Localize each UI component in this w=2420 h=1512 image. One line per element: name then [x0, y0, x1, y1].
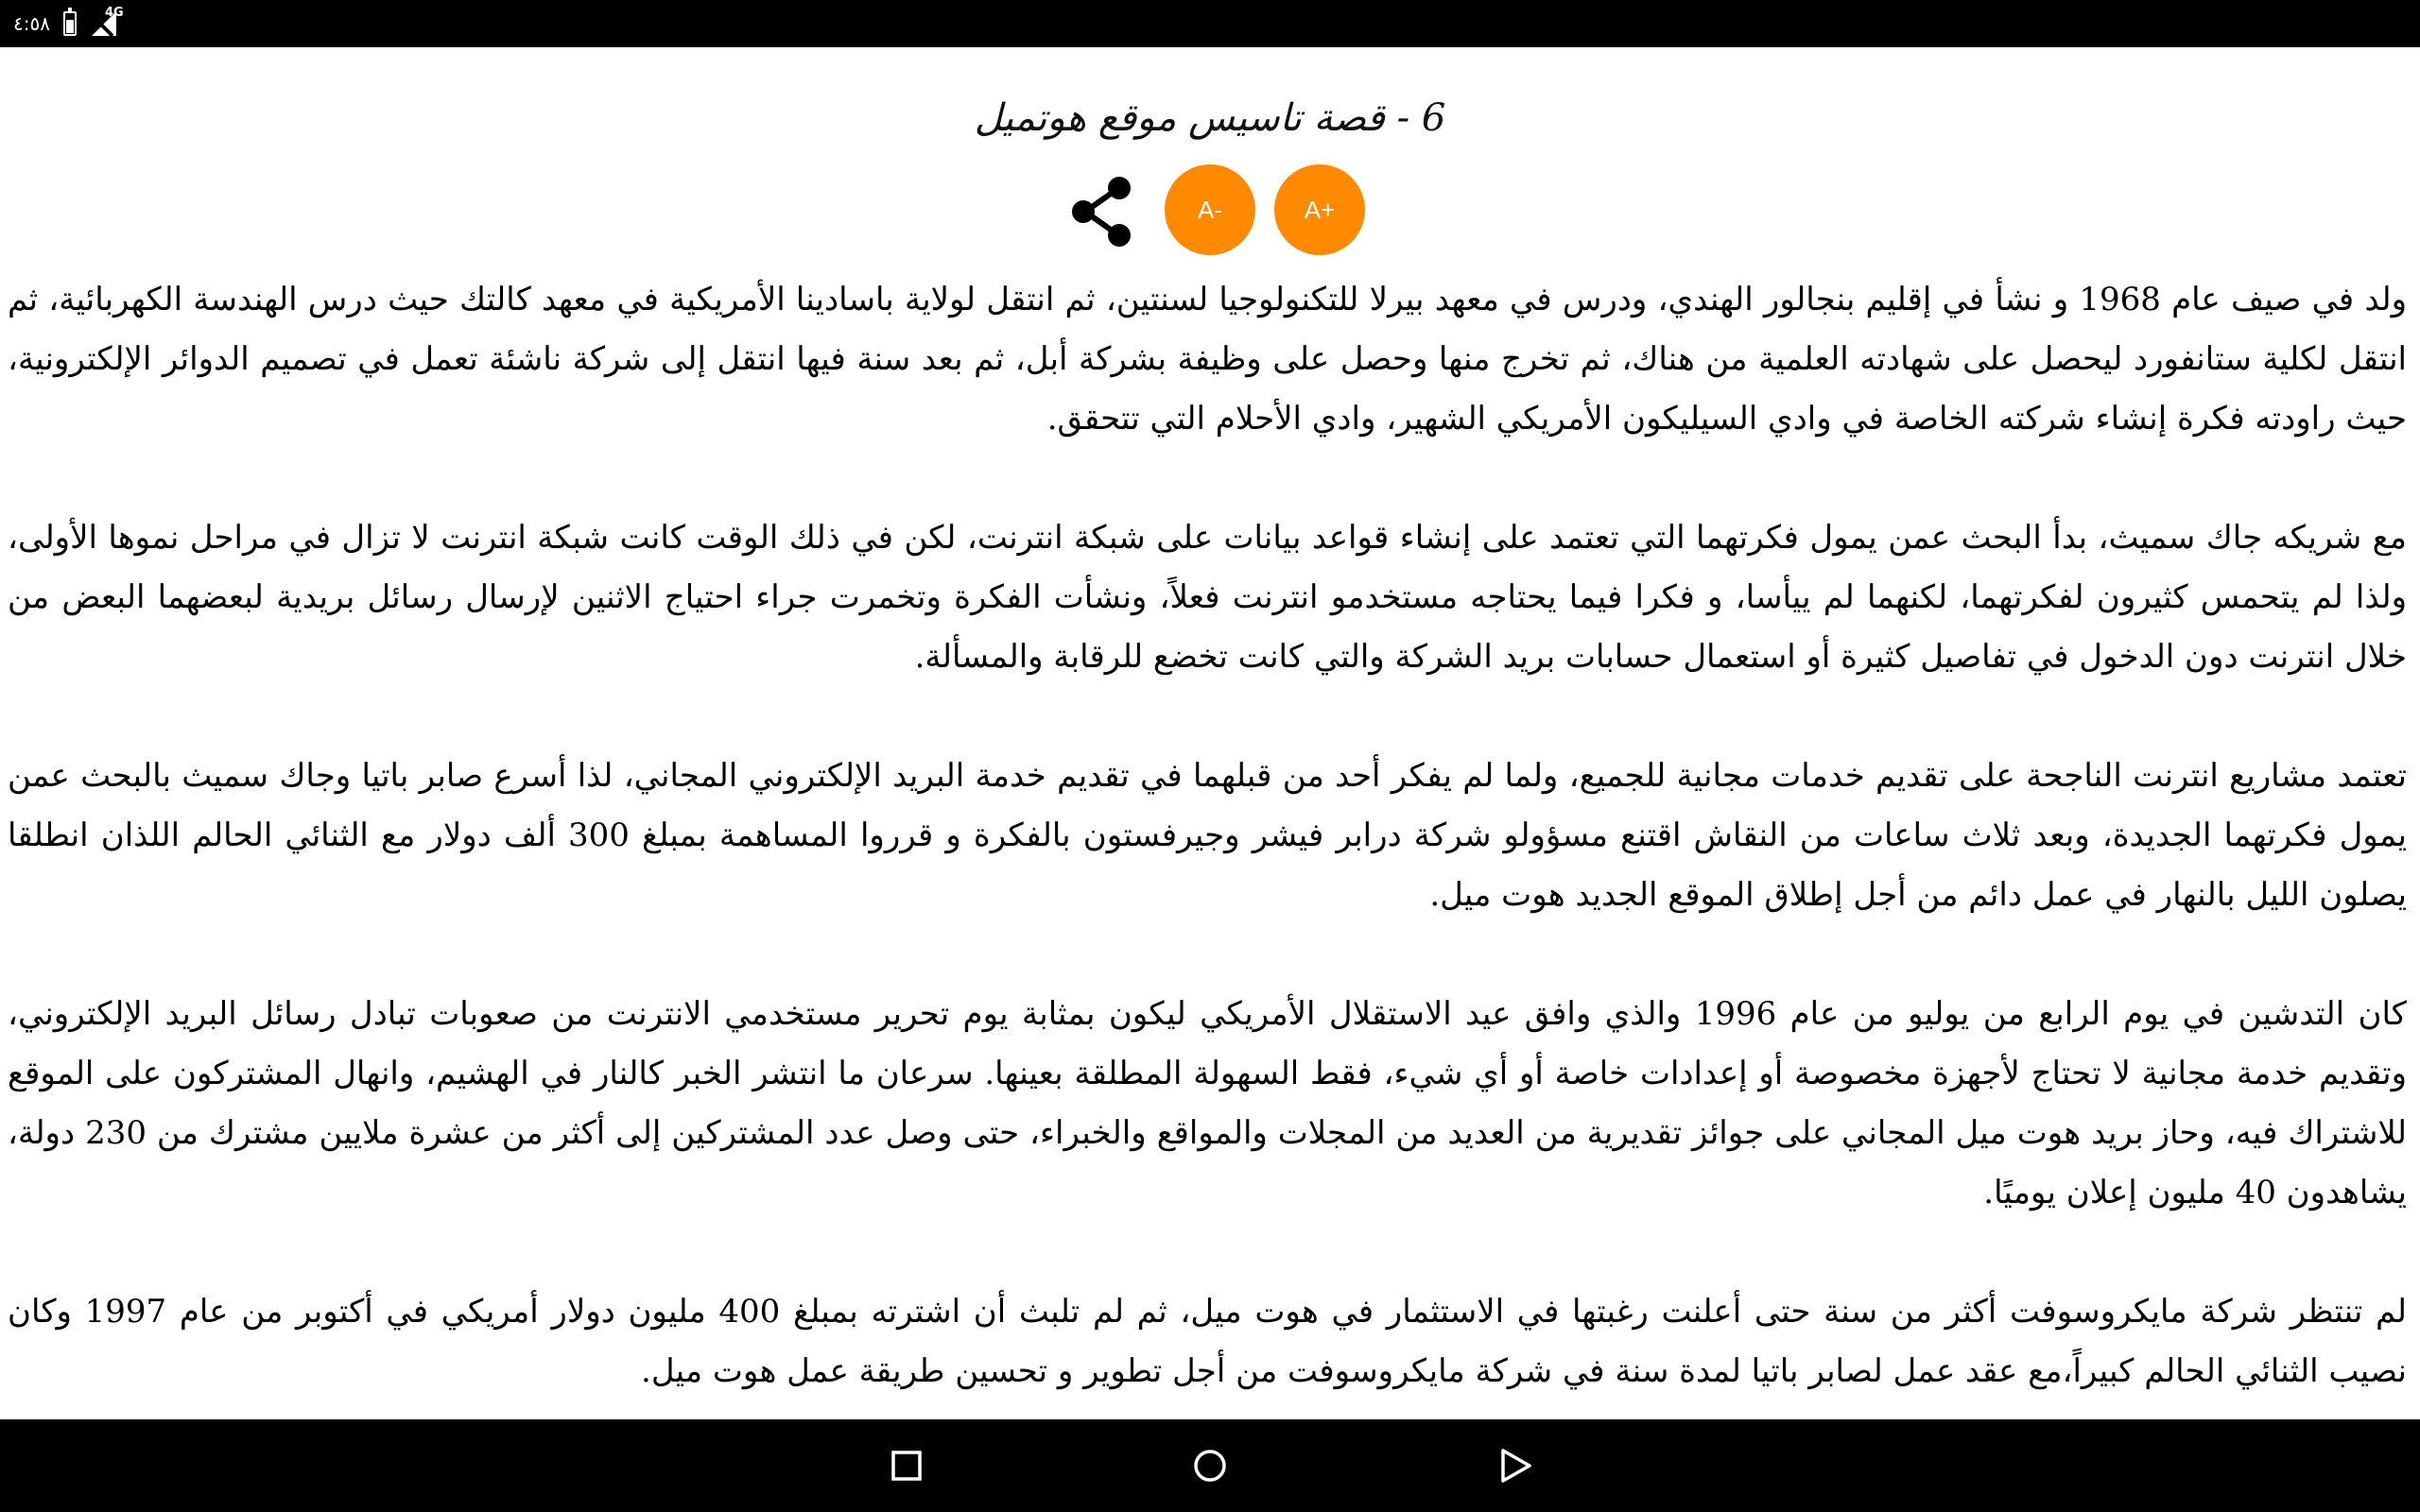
article-paragraph: تعتمد مشاريع انترنت الناجحة على تقديم خدمات مجانية للجميع، ولما لم يفكر أحد من قبلهما في تقديم خدمة البريد الإلكتروني المجاني، لذا أسرع صابر باتيا وجاك سميث بالبحث عمن يمول فكرتهما الجديدة، وبعد ثلاث ساعات من النقاش اقتنع مسؤولو شركة درابر فيشر وجيرفستون بالفكرة و قرروا المساهمة بمبلغ 300 ألف دولار مع الثنائي الحالم اللذان انطلقا يصلون الليل بالنهار في عمل دائم من أجل إطلاق الموقع الجديد هوت ميل.	[8, 757, 2407, 914]
article-paragraph: كان التدشين في يوم الرابع من يوليو من عام 1996 والذي وافق عيد الاستقلال الأمريكي ليكون بمثابة يوم تحرير مستخدمي الانترنت من صعوبات تبادل رسائل البريد الإلكتروني، وتقديم خدمة مجانية لا تحتاج لأجهزة مخصوصة أو إعدادات خاصة أو أي شيء، فقط السهولة المطلقة بعينها. سرعان ما انتشر الخبر كالنار في الهشيم، وانهال المشتركون على الموقع للاشتراك فيه، وحاز بريد هوت ميل المجاني على جوائز تقديرية من العديد من المجلات والمواقع والخبراء، حتى وصل عدد المشتركين إلى أكثر من عشرة ملايين مشترك من 230 دولة، يشاهدون 40 مليون إعلان يوميًا.	[8, 995, 2407, 1211]
article-paragraph: مع شريكه جاك سميث، بدأ البحث عمن يمول فكرتهما التي تعتمد على إنشاء قواعد بيانات على شبكة انترنت، لكن في ذلك الوقت كانت شبكة انترنت لا تزال في مراحل نموها الأولى، ولذا لم يتحمس كثيرون لفكرتهما، لكنهما لم ييأسا، و فكرا فيما يحتاجه مستخدمو انترنت فعلاً، ونشأت الفكرة وتخمرت جراء احتياج الاثنين لإرسال رسائل بريدية لبعضهما البعض من خلال انترنت دون الدخول في تفاصيل كثيرة أو استعمال حسابات بريد الشركة والتي كانت تخضع للرقابة والمسألة.	[8, 519, 2407, 676]
signal-icon	[90, 6, 124, 38]
back-button[interactable]	[1492, 1442, 1539, 1489]
share-button[interactable]	[1063, 172, 1142, 251]
reader-controls	[1063, 164, 1365, 257]
reader-content	[0, 47, 2420, 1419]
home-button[interactable]	[1186, 1442, 1234, 1489]
recents-button[interactable]	[883, 1442, 930, 1489]
navigation-bar	[0, 1419, 2420, 1512]
decrease-font-button[interactable]: A-	[1165, 164, 1255, 255]
battery-icon	[63, 11, 77, 36]
clock-text: ٤:٥٨	[13, 12, 50, 35]
article-body	[8, 270, 2412, 1461]
triangle-icon	[1492, 1442, 1539, 1489]
circle-icon	[1186, 1442, 1234, 1489]
network-type-label: 4G	[104, 6, 124, 20]
page-title: 6 - قصة تاسيس موقع هوتميل	[974, 96, 1446, 140]
increase-font-button[interactable]: A+	[1274, 164, 1365, 255]
article-paragraph: لم تنتظر شركة مايكروسوفت أكثر من سنة حتى أعلنت رغبتها في الاستثمار في هوت ميل، ثم لم تلبث أن اشترته بمبلغ 400 مليون دولار أمريكي في أكتوبر من عام 1997 وكان نصيب الثنائي الحالم كبيراً،مع عقد عمل لصابر باتيا لمدة سنة في شركة مايكروسوفت من أجل تطوير و تحسين طريقة عمل هوت ميل.	[8, 1293, 2407, 1390]
status-bar	[0, 0, 2420, 47]
article-paragraph: ولد في صيف عام 1968 و نشأ في إقليم بنجالور الهندي، ودرس في معهد بيرلا للتكنولوجيا لسنتين، ثم انتقل لولاية باسادينا الأمريكية في معهد كالتك حيث درس الهندسة الكهربائية، ثم انتقل لكلية ستانفورد ليحصل على شهادته العلمية من هناك، ثم تخرج منها وحصل على وظيفة بشركة أبل، ثم بعد سنة فيها انتقل إلى شركة ناشئة تعمل في تصميم الدوائر الإلكترونية، حيث راودته فكرة إنشاء شركته الخاصة في وادي السيليكون الأمريكي الشهير، وادي الأحلام التي تتحقق.	[8, 281, 2407, 438]
square-icon	[883, 1442, 930, 1489]
status-indicators	[13, 0, 122, 47]
share-icon	[1063, 172, 1142, 251]
